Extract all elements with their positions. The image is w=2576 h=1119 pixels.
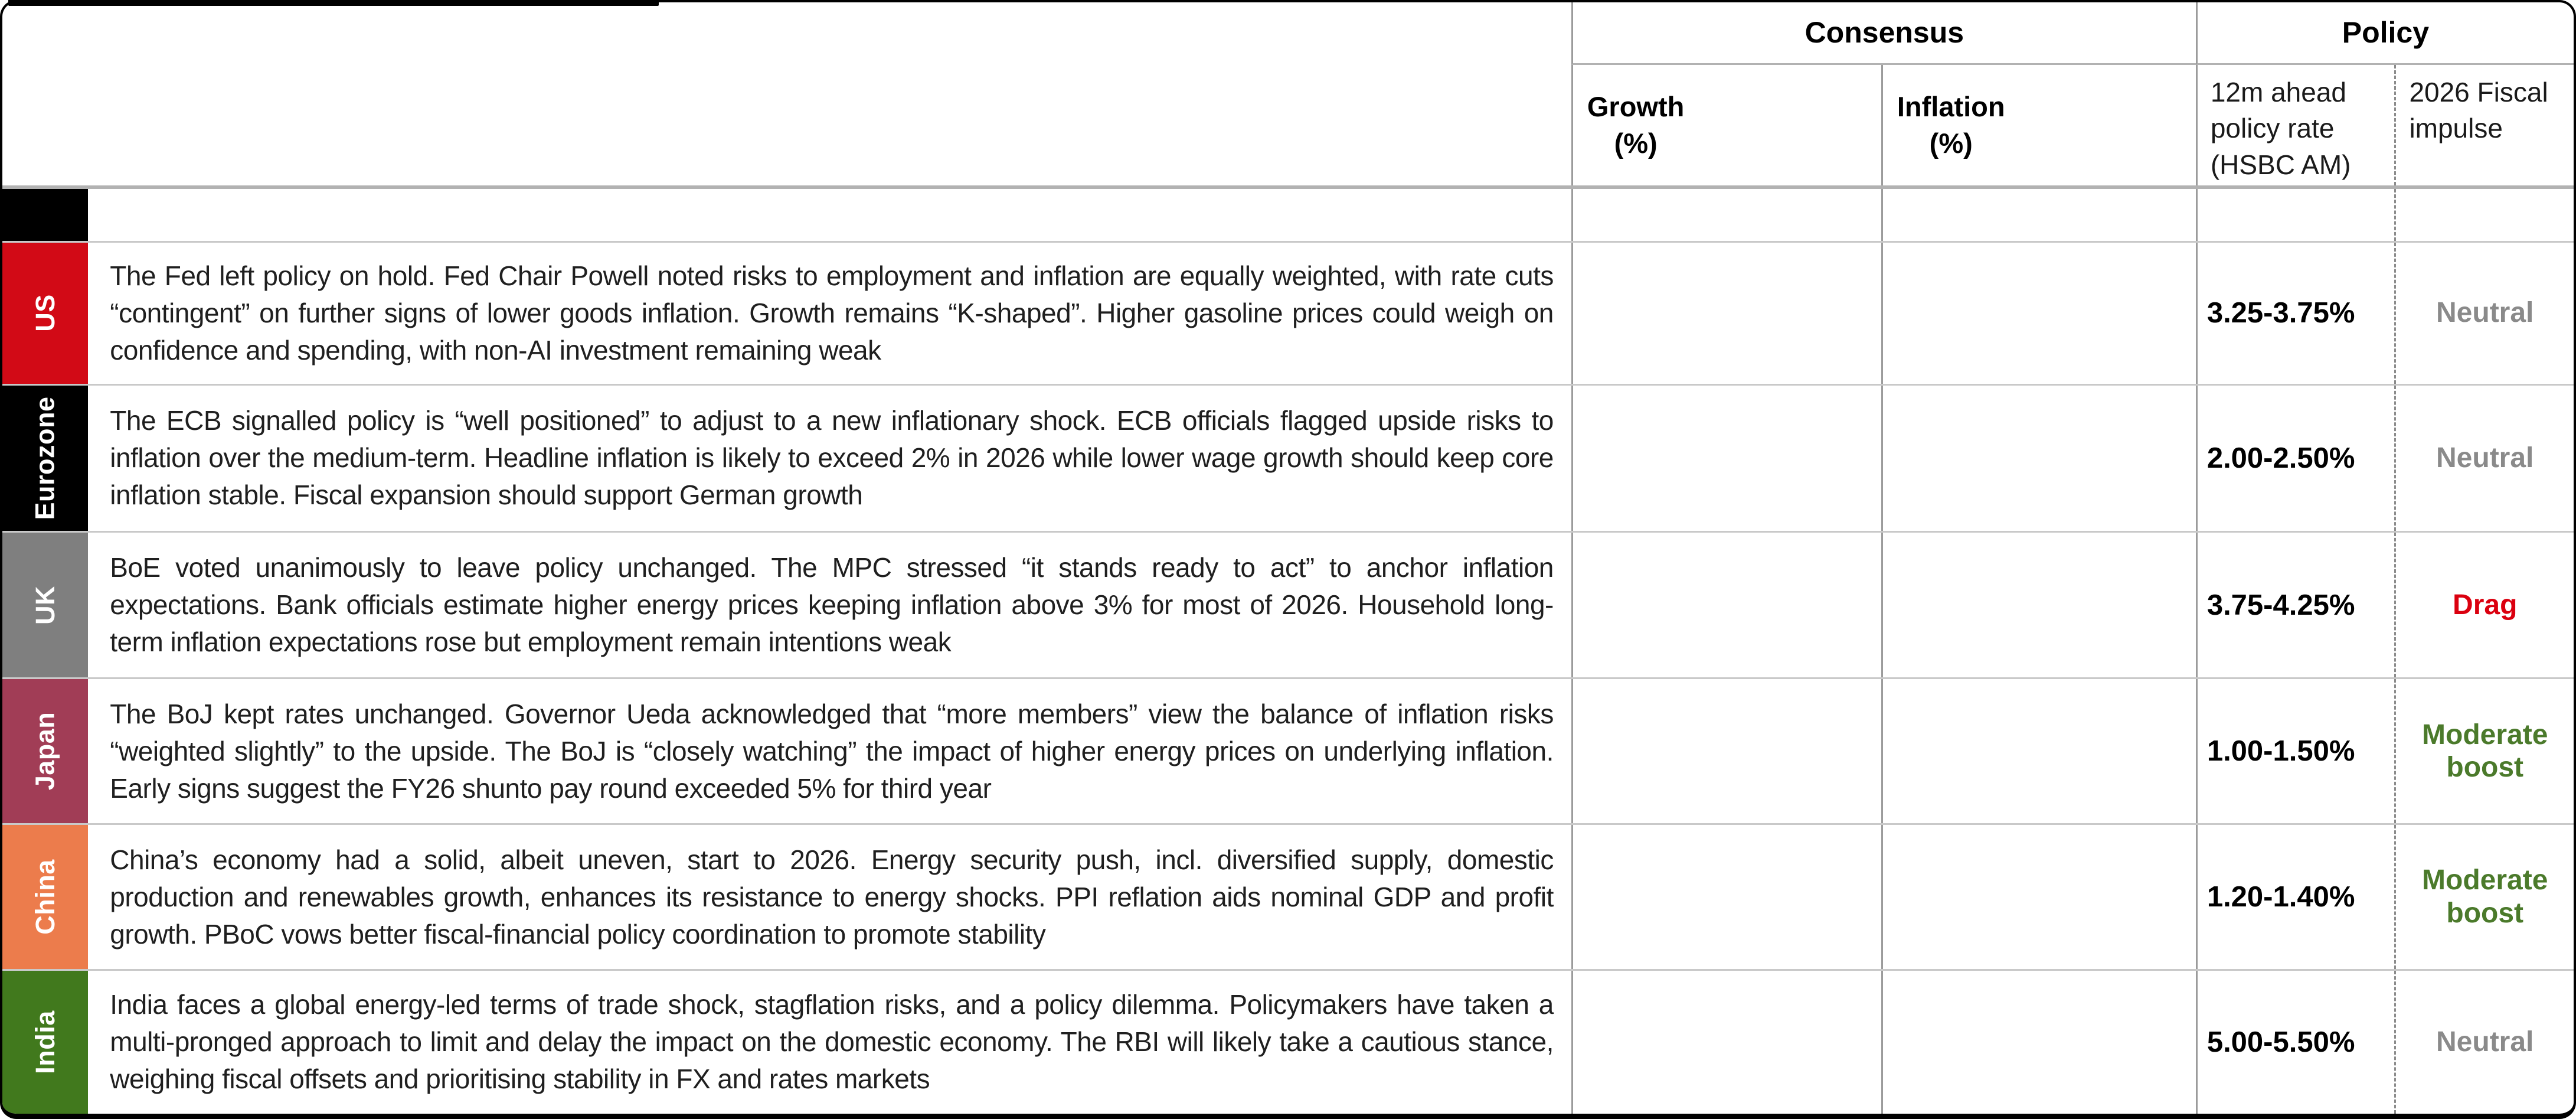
fiscal-impulse-value: Drag	[2394, 533, 2574, 677]
fiscal-impulse-value: Moderate boost	[2394, 825, 2574, 968]
growth-label: Growth	[1587, 90, 1685, 122]
header-notes-spacer-2	[2, 65, 1571, 185]
table-row	[2, 384, 2574, 531]
header-policy-rate	[2196, 65, 2395, 185]
note-cell	[88, 825, 1571, 968]
header-policy	[2196, 2, 2574, 65]
policy-rate-label: 12m ahead policy rate (HSBC AM)	[2210, 76, 2351, 181]
region-label: Eurozone	[30, 396, 60, 520]
fiscal-impulse-value: Neutral	[2394, 386, 2574, 531]
growth-cell	[1571, 243, 1881, 384]
header-columns-row	[2, 65, 2574, 189]
header-fiscal-impulse	[2394, 65, 2574, 185]
table-row	[2, 823, 2574, 968]
header-group-row	[2, 2, 2574, 65]
fiscal-impulse-value	[2394, 189, 2574, 241]
header-inflation	[1881, 65, 2196, 185]
inflation-label: Inflation	[1897, 90, 2005, 122]
policy-rate-value: 3.25-3.75%	[2196, 243, 2395, 384]
fiscal-impulse-label: 2026 Fiscal impulse	[2409, 76, 2548, 144]
note-text: China’s economy had a solid, albeit uneven, start to 2026. Energy security push, incl. diversified supply, domestic production and renewables growth, enhances its resistance to energy shocks. PPI reflation aids nominal GDP and profit growth. PBoC vows better fiscal-financial policy coordination to promote stability	[110, 844, 1554, 950]
region-label-cell	[2, 189, 88, 241]
note-cell	[88, 679, 1571, 823]
header-consensus	[1571, 2, 2196, 65]
region-label: India	[30, 1010, 60, 1074]
policy-rate-value: 1.00-1.50%	[2196, 679, 2395, 823]
consensus-label: Consensus	[1804, 16, 1964, 50]
inflation-cell	[1881, 243, 2196, 384]
growth-cell	[1571, 533, 1881, 677]
inflation-unit: (%)	[1929, 127, 1973, 159]
header-notes-spacer	[2, 2, 1571, 65]
note-text: The Fed left policy on hold. Fed Chair Powell noted risks to employment and inflation are equally weighted, with rate cuts “contingent” on further signs of lower goods inflation. Growth remains “K-shaped”. Higher gasoline prices could weigh on confidence and spending, with non-AI investment remaining weak	[110, 260, 1554, 366]
inflation-cell	[1881, 825, 2196, 968]
region-label: Japan	[30, 712, 60, 791]
fiscal-impulse-value: Neutral	[2394, 243, 2574, 384]
fiscal-impulse-value: Moderate boost	[2394, 679, 2574, 823]
region-label-cell	[2, 386, 88, 531]
growth-cell	[1571, 825, 1881, 968]
region-label-cell	[2, 679, 88, 823]
table-row	[2, 677, 2574, 823]
growth-cell	[1571, 189, 1881, 241]
table-row	[2, 241, 2574, 384]
inflation-cell	[1881, 386, 2196, 531]
growth-cell	[1571, 386, 1881, 531]
header-growth	[1571, 65, 1881, 185]
growth-unit: (%)	[1614, 127, 1658, 159]
region-label: UK	[30, 585, 60, 625]
note-cell	[88, 533, 1571, 677]
region-label-cell	[2, 533, 88, 677]
inflation-cell	[1881, 971, 2196, 1114]
table-row	[2, 531, 2574, 677]
inflation-cell	[1881, 189, 2196, 241]
note-text: The ECB signalled policy is “well positioned” to adjust to a new inflationary shock. ECB officials flagged upside risks to inflation over the medium-term. Headline inflation is likely to exceed 2% in 2026 while lower wage growth should keep core inflation stable. Fiscal expansion should support German growth	[110, 405, 1554, 511]
region-label-cell	[2, 243, 88, 384]
inflation-cell	[1881, 679, 2196, 823]
policy-rate-value: 5.00-5.50%	[2196, 971, 2395, 1114]
policy-rate-value: 1.20-1.40%	[2196, 825, 2395, 968]
policy-rate-value	[2196, 189, 2395, 241]
inflation-cell	[1881, 533, 2196, 677]
region-label: China	[30, 859, 60, 935]
note-cell	[88, 189, 1571, 241]
region-label-cell	[2, 971, 88, 1114]
note-text: The BoJ kept rates unchanged. Governor Ueda acknowledged that “more members” view the balance of inflation risks “weighted slightly” to the upside. The BoJ is “closely watching” the impact of higher energy prices on underlying inflation. Early signs suggest the FY26 shunto pay round exceeded 5% for third year	[110, 698, 1554, 804]
note-cell	[88, 243, 1571, 384]
growth-cell	[1571, 679, 1881, 823]
policy-label: Policy	[2342, 16, 2430, 50]
fiscal-impulse-value: Neutral	[2394, 971, 2574, 1114]
note-text: India faces a global energy-led terms of trade shock, stagflation risks, and a policy dilemma. Policymakers have taken a multi-pronged approach to limit and delay the impact on the domestic economy. The RBI will likely take a cautious stance, weighing fiscal offsets and prioritising stability in FX and rates markets	[110, 989, 1554, 1095]
top-accent-bar	[8, 0, 659, 6]
note-cell	[88, 386, 1571, 531]
note-text: BoE voted unanimously to leave policy unchanged. The MPC stressed “it stands ready to act” to anchor inflation expectations. Bank officials estimate higher energy prices keeping inflation above 3% for most of 2026. Household long-term inflation expectations rose but employment remain intentions weak	[110, 552, 1554, 658]
region-label-cell	[2, 825, 88, 968]
note-cell	[88, 971, 1571, 1114]
policy-rate-value: 3.75-4.25%	[2196, 533, 2395, 677]
growth-cell	[1571, 971, 1881, 1114]
table-row	[2, 189, 2574, 241]
policy-rate-value: 2.00-2.50%	[2196, 386, 2395, 531]
region-label: US	[30, 294, 60, 332]
table-row	[2, 969, 2574, 1114]
